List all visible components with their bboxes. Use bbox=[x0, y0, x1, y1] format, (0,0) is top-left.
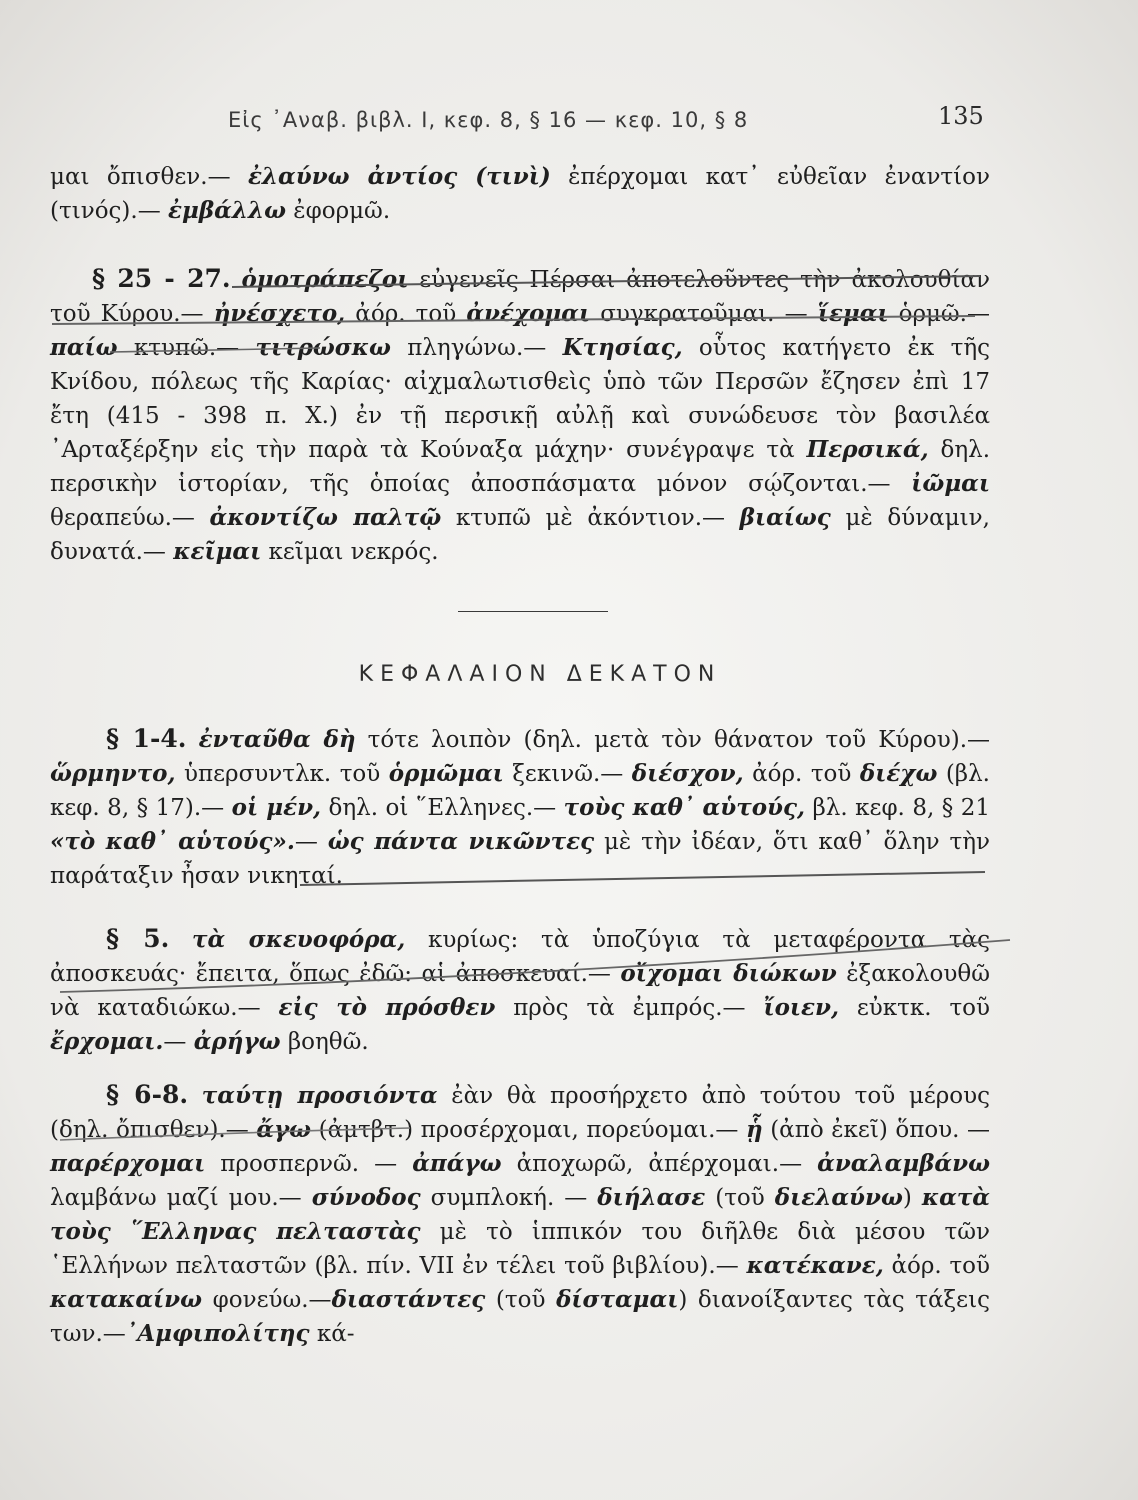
headword: εἰς τὸ πρόσθεν bbox=[278, 994, 496, 1021]
section-25-27: § 25 - 27. ὁμοτράπεζοι εὐγενεῖς Πέρσαι ἀποτελοῦντες τὴν ἀκολουθίαν τοῦ Κύρου.— ἠνέσχετο, ἀόρ. τοῦ ἀνέχομαι συγκρατοῦμαι. — ἵεμαι ὁρμῶ.— παίω κτυπῶ.— τιτρώσκω πληγώνω.— Κτησίας, οὗτος κατήγετο ἐκ τῆς Κνίδου, πόλεως τῆς Καρίας· αἰχμαλωτισθεὶς ὑπὸ τῶν Περσῶν ἔζησεν ἐπὶ 17 ἔτη (415 - 398 π. Χ.) ἐν τῇ περσικῇ αὐλῇ καὶ συνώδευσε τὸν βασιλέα ᾿Αρταξέρξην εἰς τὴν παρὰ τὰ Κούναξα μάχην· συνέγραψε τὰ Περσικά, δηλ. περσικὴν ἱστορίαν, τῆς ὁποίας ἀποσπάσματα μόνον σῴζονται.— ἰῶμαι θεραπεύω.— ἀκοντίζω παλτῷ κτυπῶ μὲ ἀκόντιον.— βιαίως μὲ δύναμιν, δυνατά.— κεῖμαι κεῖμαι νεκρός. bbox=[50, 264, 991, 565]
headword: οἴχομαι διώκων bbox=[620, 960, 837, 987]
headword: κατὰ τοὺς ῞Ελληνας πελταστὰς bbox=[50, 1184, 990, 1245]
headword: ἄγω bbox=[256, 1116, 312, 1143]
section-1-4: § 1-4. ἐνταῦθα δὴ τότε λοιπὸν (δηλ. μετὰ τὸν θάνατον τοῦ Κύρου).— ὥρμηντο, ὑπερσυντλκ. τοῦ ὁρμῶμαι ξεκινῶ.— διέσχον, ἀόρ. τοῦ διέχω (βλ. κεφ. 8, § 17).— οἱ μέν, δηλ. οἱ ῞Ελληνες.— τοὺς καθ᾿ αὑτούς, βλ. κεφ. 8, § 21 «τὸ καθ᾿ αὑτούς».— ὡς πάντα νικῶντες μὲ τὴν ἰδέαν, ὅτι καθ᾿ ὅλην τὴν παράταξιν ἦσαν νικηταί. bbox=[50, 724, 991, 889]
headword: οἱ μέν, bbox=[231, 794, 322, 821]
headword: ἰῶμαι bbox=[911, 470, 990, 497]
headword: Κτησίας, bbox=[562, 334, 683, 361]
chapter-title: ΚΕΦΑΛΑΙΟΝ ΔΕΚΑΤΟΝ bbox=[358, 662, 722, 687]
headword: ἠνέσχετο, bbox=[213, 300, 346, 327]
headword: σύνοδος bbox=[311, 1184, 421, 1211]
separator-rule bbox=[458, 611, 608, 612]
headword: ἐμβάλλω bbox=[168, 197, 286, 224]
headword: ὥρμηντο, bbox=[50, 760, 176, 787]
headword: δίσταμαι bbox=[556, 1286, 679, 1313]
headword: ἐλαύνω ἀντίος (τινὶ) bbox=[247, 163, 551, 190]
headword: ἀπάγω bbox=[412, 1150, 502, 1177]
headword: ἐνταῦθα δὴ bbox=[198, 726, 356, 753]
headword: τοὺς καθ᾿ αὑτούς, bbox=[563, 794, 806, 821]
headword: παίω bbox=[50, 334, 118, 361]
section-number: § 1-4. bbox=[106, 724, 187, 753]
headword: ὁρμῶμαι bbox=[388, 760, 504, 787]
section-5: § 5. τὰ σκευοφόρα, κυρίως: τὰ ὑποζύγια τὰ μεταφέροντα τὰς ἀποσκευάς· ἔπειτα, ὅπως ἐδῶ: αἱ ἀποσκευαί.— οἴχομαι διώκων ἐξακολουθῶ νὰ καταδιώκω.— εἰς τὸ πρόσθεν πρὸς τὰ ἐμπρός.— ἴοιεν, εὐκτκ. τοῦ ἔρχομαι.— ἀρήγω βοηθῶ. bbox=[50, 924, 990, 1055]
headword: ἀκοντίζω παλτῷ bbox=[209, 504, 442, 531]
section-6-8: § 6-8. ταύτῃ προσιόντα ἐὰν θὰ προσήρχετο ἀπὸ τούτου τοῦ μέρους (δηλ. ὄπισθεν).— ἄγω (ἀμτβτ.) προσέρχομαι, πορεύομαι.— ᾗ (ἀπὸ ἐκεῖ) ὅπου. — παρέρχομαι προσπερνῶ. — ἀπάγω ἀποχωρῶ, ἀπέρχομαι.— ἀναλαμβάνω λαμβάνω μαζί μου.— σύνοδος συμπλοκή. — διήλασε (τοῦ διελαύνω) κατὰ τοὺς ῞Ελληνας πελταστὰς μὲ τὸ ἱππικόν του διῆλθε διὰ μέσου τῶν ῾Ελλήνων πελταστῶν (βλ. πίν. VII ἐν τέλει τοῦ βιβλίου).— κατέκανε, ἀόρ. τοῦ κατακαίνω φονεύω.—διαστάντες (τοῦ δίσταμαι) διανοίξαντες τὰς τάξεις των.—᾿Αμφιπολίτης κά- bbox=[50, 1080, 991, 1347]
page-number: 135 bbox=[938, 102, 984, 130]
headword: διέχω bbox=[859, 760, 938, 787]
headword: Περσικά, bbox=[806, 436, 929, 463]
headword: τὰ σκευοφόρα, bbox=[192, 926, 406, 953]
headword: ᾿Αμφιπολίτης bbox=[125, 1320, 310, 1347]
headword: διελαύνω bbox=[774, 1184, 903, 1211]
headword: τιτρώσκω bbox=[255, 334, 391, 361]
headword: διαστάντες bbox=[331, 1286, 486, 1313]
headword: ἀρήγω bbox=[193, 1028, 281, 1055]
running-head: Εἰς ᾿Αναβ. βιβλ. Ι, κεφ. 8, § 16 — κεφ. 10, § 8 bbox=[228, 108, 749, 132]
headword: διέσχον, bbox=[631, 760, 744, 787]
headword: ἵεμαι bbox=[817, 300, 889, 327]
headword: ὡς πάντα νικῶντες bbox=[327, 828, 595, 855]
headword: ἔρχομαι. bbox=[50, 1028, 164, 1055]
page-header bbox=[0, 102, 1138, 148]
headword: «τὸ καθ᾿ αὑτούς». bbox=[50, 828, 295, 855]
headword: παρέρχομαι bbox=[50, 1150, 206, 1177]
headword: ταύτῃ προσιόντα bbox=[201, 1082, 438, 1109]
section-number: § 6-8. bbox=[106, 1080, 189, 1109]
continuation-paragraph: μαι ὄπισθεν.— ἐλαύνω ἀντίος (τινὶ) ἐπέρχομαι κατ᾿ εὐθεῖαν ἐναντίον (τινός).— ἐμβάλλω ἐφορμῶ. bbox=[50, 163, 991, 224]
headword: βιαίως bbox=[739, 504, 831, 531]
headword: διήλασε bbox=[597, 1184, 706, 1211]
headword: ἀνέχομαι bbox=[466, 300, 591, 327]
headword: κεῖμαι bbox=[173, 538, 262, 565]
headword: κατακαίνω bbox=[50, 1286, 203, 1313]
headword: ἴοιεν, bbox=[763, 994, 839, 1021]
section-number: § 25 - 27. bbox=[92, 264, 231, 293]
headword: ἀναλαμβάνω bbox=[817, 1150, 990, 1177]
headword: ὁμοτράπεζοι bbox=[241, 266, 409, 293]
headword: κατέκανε, bbox=[746, 1252, 884, 1279]
section-number: § 5. bbox=[106, 924, 170, 953]
headword: ᾗ bbox=[745, 1116, 763, 1143]
